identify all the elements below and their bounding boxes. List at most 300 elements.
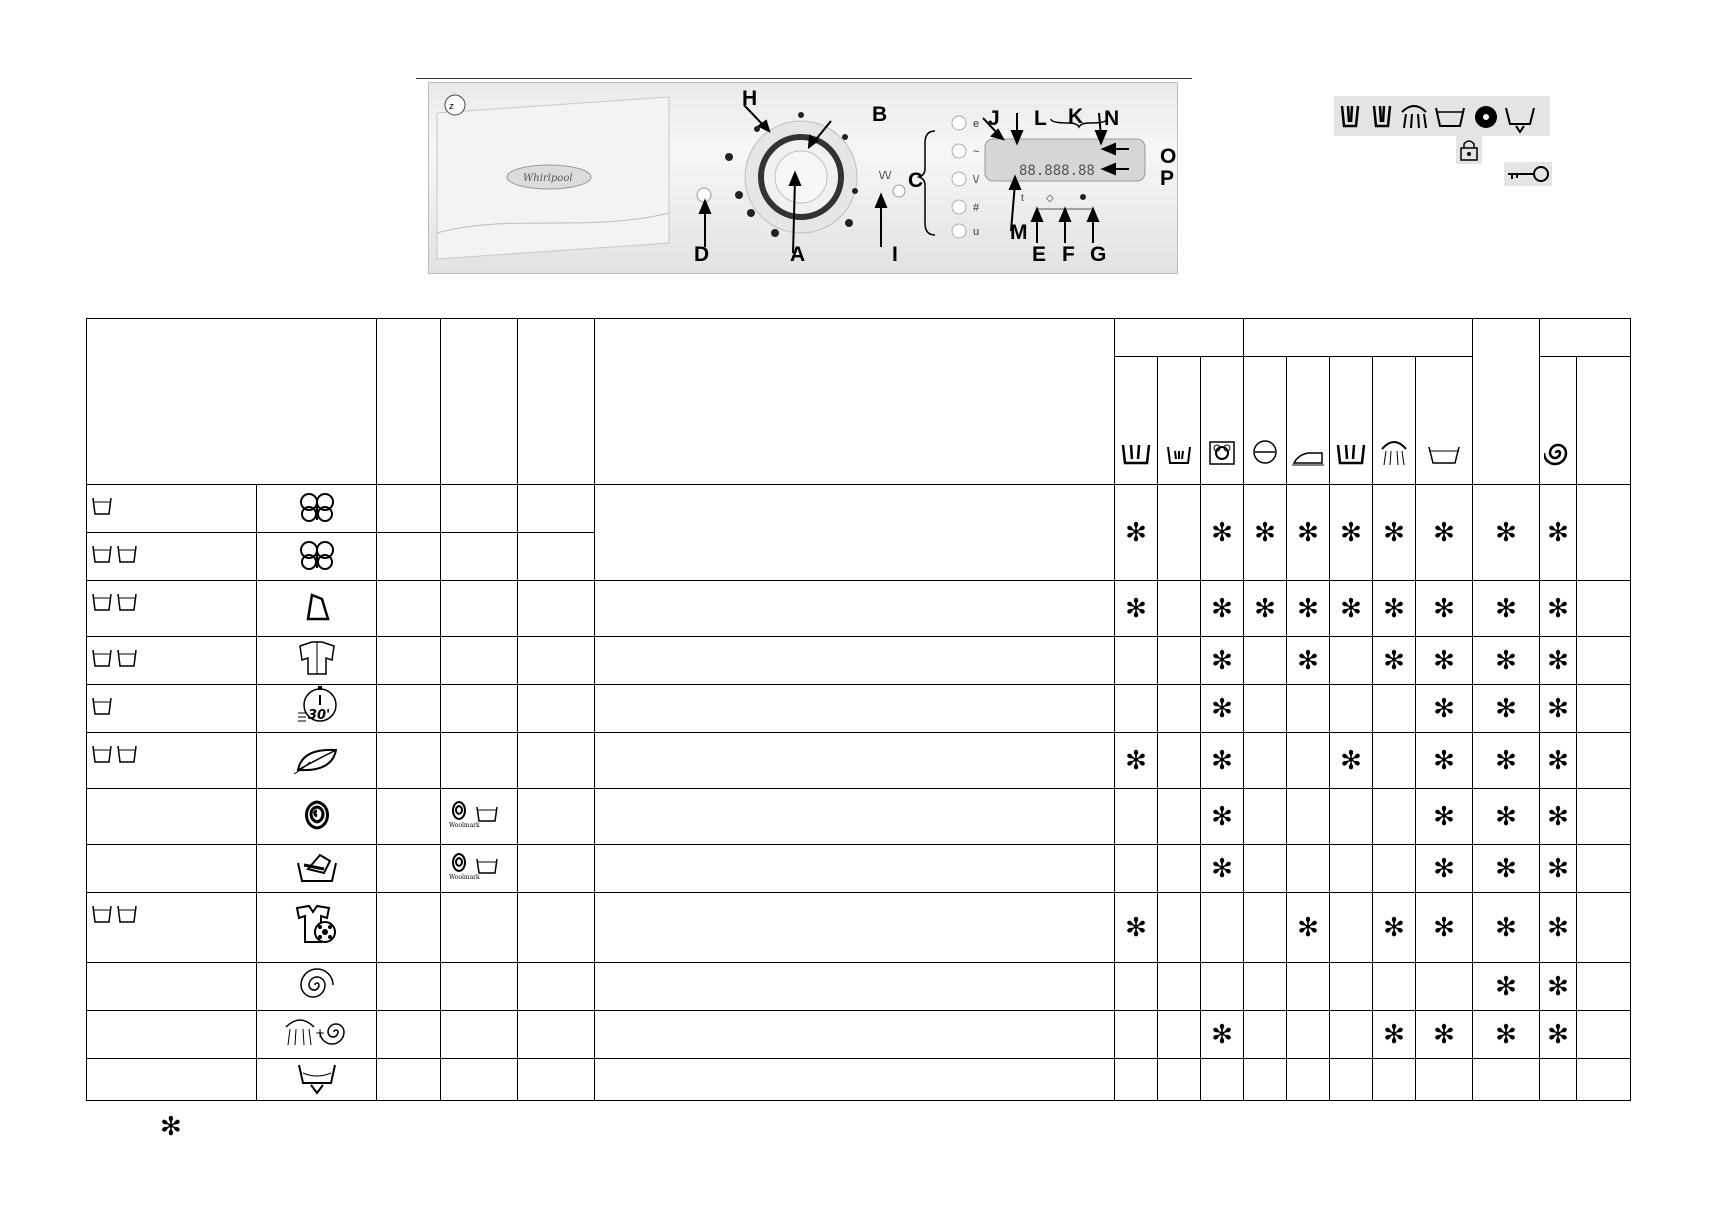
option-cell [1158, 1059, 1201, 1101]
option-available-star: ✻ [1211, 517, 1233, 548]
option-cell [1577, 1059, 1631, 1101]
option-cell [1473, 581, 1540, 637]
option-available-star: ✻ [1211, 693, 1233, 724]
program-value-cell [377, 637, 441, 685]
program-value-cell [518, 963, 595, 1011]
option-cell [1158, 789, 1201, 845]
program-description-cell [595, 789, 1115, 845]
option-cell [1201, 963, 1244, 1011]
option-cell [1540, 733, 1577, 789]
shirts-icon [294, 638, 340, 678]
option-cell [1287, 963, 1330, 1011]
program-value-cell [441, 963, 518, 1011]
program-description-cell [595, 1059, 1115, 1101]
option-cell [1540, 893, 1577, 963]
option-available-star: ✻ [1125, 593, 1147, 624]
start-button [697, 188, 711, 202]
synthetics-icon [300, 589, 334, 623]
option-cell [1473, 1059, 1540, 1101]
option-cell [1373, 789, 1416, 845]
option-available-star: ✻ [1547, 745, 1569, 776]
option-cell [1287, 1059, 1330, 1101]
option-available-star: ✻ [1547, 645, 1569, 676]
option-cell [1158, 637, 1201, 685]
option-available-star: ✻ [1495, 1019, 1517, 1050]
rinse-icon [1402, 106, 1426, 128]
program-value-cell [518, 485, 595, 533]
program-icon-cell [257, 1011, 377, 1059]
option-available-star: ✻ [1433, 1019, 1455, 1050]
woolmark-icon [447, 851, 511, 886]
option-cell [1577, 581, 1631, 637]
program-icon-cell [257, 485, 377, 533]
option-cell [1416, 637, 1473, 685]
header-main-wash-icon [1115, 357, 1158, 485]
option-cell [1416, 1011, 1473, 1059]
option-available-star: ✻ [1495, 801, 1517, 832]
option-cell [1373, 733, 1416, 789]
program-row [87, 581, 1631, 637]
header-group-1 [1115, 319, 1244, 357]
option-cell [1158, 733, 1201, 789]
option-available-star: ✻ [1383, 517, 1405, 548]
option-available-star: ✻ [1211, 745, 1233, 776]
header-extra-rinse-icon [1373, 357, 1416, 485]
option-available-star: ✻ [1125, 517, 1147, 548]
option-cell [1244, 733, 1287, 789]
program-value-cell [377, 893, 441, 963]
option-cell [1416, 733, 1473, 789]
load-symbols [91, 647, 138, 669]
header-half-load-icon [1416, 357, 1473, 485]
option-available-star: ✻ [1297, 912, 1319, 943]
program-value-cell [441, 733, 518, 789]
load-symbols [91, 495, 113, 517]
option-cell [1115, 581, 1158, 637]
callout-N: N [1104, 107, 1120, 130]
option-available-star: ✻ [1433, 517, 1455, 548]
option-cell [1416, 485, 1473, 581]
option-cell [1473, 1011, 1540, 1059]
option-cell [1115, 733, 1158, 789]
program-value-cell [518, 1011, 595, 1059]
callout-I: I [892, 243, 898, 266]
program-value-cell [377, 485, 441, 533]
option-available-star: ✻ [1340, 517, 1362, 548]
program-value-cell [441, 1011, 518, 1059]
program-value-cell [377, 581, 441, 637]
option-cell [1244, 845, 1287, 893]
option-cell [1158, 963, 1201, 1011]
option-cell [1115, 637, 1158, 685]
program-row [87, 893, 1631, 963]
prewash-icon [1164, 441, 1194, 472]
option-cell [1577, 685, 1631, 733]
option-cell [1330, 845, 1373, 893]
tub-symbol-icon [116, 647, 138, 669]
program-description-cell [595, 637, 1115, 685]
option-cell [1577, 789, 1631, 845]
option-cell [1201, 1059, 1244, 1101]
callout-G: G [1090, 243, 1107, 266]
option-available-star: ✻ [1547, 693, 1569, 724]
option-cell [1416, 1059, 1473, 1101]
program-value-cell [441, 485, 518, 533]
tub-symbol-icon [116, 543, 138, 565]
option-cell [1115, 485, 1158, 581]
extra-wash-icon [1334, 441, 1368, 472]
program-value-cell [518, 637, 595, 685]
program-value-cell [377, 533, 441, 581]
load-symbol-cell [87, 581, 257, 637]
program-value-cell [518, 845, 595, 893]
load-symbols [91, 695, 113, 717]
option-cell [1201, 685, 1244, 733]
program-value-cell [441, 845, 518, 893]
program-row [87, 637, 1631, 685]
option-cell [1287, 485, 1330, 581]
option-available-star: ✻ [1495, 912, 1517, 943]
cotton-eco-icon [295, 488, 339, 524]
option-available-star: ✻ [1495, 853, 1517, 884]
option-cell [1201, 637, 1244, 685]
option-cell [1330, 685, 1373, 733]
option-cell [1158, 893, 1201, 963]
callout-B: B [872, 103, 888, 126]
spin-program-icon [297, 964, 337, 1004]
option-available-star: ✻ [1297, 645, 1319, 676]
program-value-cell [377, 1059, 441, 1101]
option-cell [1330, 1059, 1373, 1101]
program-icon-cell [257, 581, 377, 637]
option-available-star: ✻ [1547, 853, 1569, 884]
program-icon-cell [257, 637, 377, 685]
load-symbols [91, 591, 138, 613]
program-value-cell [377, 963, 441, 1011]
option-cell [1416, 845, 1473, 893]
header-prewash-icon [1158, 357, 1201, 485]
option-cell [1373, 685, 1416, 733]
program-icon-cell [257, 789, 377, 845]
svg-text:~: ~ [973, 146, 980, 158]
program-icon-cell [257, 733, 377, 789]
spin-icon [1544, 437, 1572, 472]
option-cell [1373, 963, 1416, 1011]
header-description [595, 319, 1115, 485]
option-cell [1115, 845, 1158, 893]
option-cell [1115, 1011, 1158, 1059]
svg-text:+: + [314, 1026, 325, 1040]
program-description-cell [595, 893, 1115, 963]
program-row [87, 789, 1631, 845]
option-available-star: ✻ [1297, 517, 1319, 548]
callout-P: P [1160, 167, 1175, 190]
program-value-cell [377, 789, 441, 845]
program-value-cell [518, 581, 595, 637]
option-available-star: ✻ [1495, 517, 1517, 548]
load-symbols [91, 543, 138, 565]
program-icon-cell [257, 1059, 377, 1101]
option-cell [1373, 637, 1416, 685]
option-available-star: ✻ [1433, 593, 1455, 624]
option-cell [1201, 581, 1244, 637]
option-cell [1330, 581, 1373, 637]
tub-symbol-icon [91, 543, 113, 565]
tub-symbol-icon [116, 903, 138, 925]
option-cell [1158, 581, 1201, 637]
header-stain-icon [1201, 357, 1244, 485]
option-cell [1115, 789, 1158, 845]
option-available-star: ✻ [1433, 853, 1455, 884]
program-value-cell [518, 733, 595, 789]
svg-text:u: u [973, 226, 980, 238]
header-row-groups [87, 319, 1631, 357]
option-cell [1473, 789, 1540, 845]
option-cell [1287, 581, 1330, 637]
header-col-c [518, 319, 595, 485]
header-empty-cell [1577, 357, 1631, 485]
header-easy-iron-icon [1287, 357, 1330, 485]
option-cell [1201, 845, 1244, 893]
program-description-cell [595, 963, 1115, 1011]
svg-text:t: t [1021, 193, 1024, 204]
header-extra-wash-icon [1330, 357, 1373, 485]
program-value-cell [441, 789, 518, 845]
option-cell [1115, 963, 1158, 1011]
tub-symbol-icon [91, 743, 113, 765]
svg-text:\/\/: \/\/ [879, 170, 892, 182]
program-value-cell [441, 637, 518, 685]
program-row [87, 685, 1631, 733]
option-cell [1540, 963, 1577, 1011]
option-cell [1577, 893, 1631, 963]
woolmark-label-icon [447, 851, 511, 881]
program-value-cell [377, 1011, 441, 1059]
option-available-star: ✻ [1433, 912, 1455, 943]
option-cell [1473, 963, 1540, 1011]
program-icon-cell [257, 893, 377, 963]
program-value-cell [518, 533, 595, 581]
option-cell [1577, 1011, 1631, 1059]
option-cell [1330, 1011, 1373, 1059]
header-col-a [377, 319, 441, 485]
option-available-star: ✻ [1340, 593, 1362, 624]
option-available-star: ✻ [1433, 693, 1455, 724]
tub-symbol-icon [91, 495, 113, 517]
program-row [87, 733, 1631, 789]
header-spin-icon [1540, 357, 1577, 485]
prewash-icon [1342, 106, 1358, 126]
header-program-cell [87, 319, 377, 485]
option-cell [1115, 685, 1158, 733]
option-available-star: ✻ [1495, 745, 1517, 776]
callout-C: C [908, 169, 924, 192]
option-available-star: ✻ [1254, 517, 1276, 548]
wool-icon [299, 796, 335, 832]
program-value-cell [518, 893, 595, 963]
program-value-cell [441, 581, 518, 637]
option-cell [1158, 845, 1201, 893]
door-lock-icon [1456, 136, 1482, 164]
load-symbol-cell [87, 845, 257, 893]
option-cell [1287, 637, 1330, 685]
option-cell [1416, 581, 1473, 637]
option-available-star: ✻ [1495, 593, 1517, 624]
option-cell [1158, 1011, 1201, 1059]
program-value-cell [441, 1059, 518, 1101]
svg-text:\/: \/ [973, 174, 980, 186]
woolmark-label-icon [447, 799, 511, 829]
option-available-star: ✻ [1211, 645, 1233, 676]
program-value-cell [518, 789, 595, 845]
option-cell [1244, 1011, 1287, 1059]
key-icon [1504, 162, 1552, 186]
option-cell [1416, 893, 1473, 963]
option-cell [1373, 581, 1416, 637]
tub-symbol-icon [116, 743, 138, 765]
option-available-star: ✻ [1495, 971, 1517, 1002]
load-symbols [91, 743, 138, 765]
option-available-star: ✻ [1495, 693, 1517, 724]
callout-F: F [1062, 243, 1075, 266]
option-cell [1473, 893, 1540, 963]
tub-symbol-icon [91, 695, 113, 717]
callout-A: A [790, 243, 806, 266]
option-cell [1416, 789, 1473, 845]
option-cell [1330, 893, 1373, 963]
option-cell [1244, 581, 1287, 637]
option-cell [1473, 733, 1540, 789]
stain-icon [1207, 439, 1237, 472]
option-available-star: ✻ [1433, 745, 1455, 776]
callout-O: O [1160, 145, 1177, 168]
load-symbols [91, 903, 138, 925]
option-available-star: ✻ [1383, 645, 1405, 676]
program-value-cell [441, 533, 518, 581]
program-description-cell [595, 1011, 1115, 1059]
option-cell [1287, 789, 1330, 845]
option-available-star: ✻ [1125, 745, 1147, 776]
header-group-3 [1473, 319, 1540, 485]
option-cell [1577, 963, 1631, 1011]
program-row [87, 1011, 1631, 1059]
eco-icon [1250, 437, 1280, 472]
program-row [87, 485, 1631, 533]
load-symbol-cell [87, 533, 257, 581]
program-value-cell [441, 893, 518, 963]
program-row [87, 963, 1631, 1011]
load-symbol-cell [87, 893, 257, 963]
load-symbol-cell [87, 685, 257, 733]
option-available-star: ✻ [1547, 517, 1569, 548]
option-available-star: ✻ [1211, 593, 1233, 624]
program-value-cell [377, 685, 441, 733]
option-cell [1577, 485, 1631, 581]
option-cell [1287, 845, 1330, 893]
option-cell [1244, 485, 1287, 581]
option-cell [1473, 485, 1540, 581]
option-cell [1330, 485, 1373, 581]
option-cell [1416, 685, 1473, 733]
handwash-icon [294, 847, 340, 885]
option-available-star: ✻ [1547, 801, 1569, 832]
tub-symbol-icon [91, 591, 113, 613]
option-cell [1201, 485, 1244, 581]
program-value-cell [518, 685, 595, 733]
option-available-star: ✻ [1495, 645, 1517, 676]
option-available-star: ✻ [1547, 593, 1569, 624]
rapid-30-icon [294, 685, 340, 727]
option-cell [1115, 1059, 1158, 1101]
option-available-star: ✻ [1211, 853, 1233, 884]
option-cell [1540, 581, 1577, 637]
program-value-cell [518, 1059, 595, 1101]
option-available-star: ✻ [1383, 1019, 1405, 1050]
option-available-star: ✻ [1433, 645, 1455, 676]
option-cell [1244, 963, 1287, 1011]
option-cell [1540, 485, 1577, 581]
program-value-cell [377, 845, 441, 893]
option-cell [1577, 845, 1631, 893]
option-available-star: ✻ [1433, 801, 1455, 832]
half-load-icon [1426, 443, 1462, 472]
option-cell [1287, 685, 1330, 733]
load-symbol-cell [87, 963, 257, 1011]
program-description-cell [595, 733, 1115, 789]
option-cell [1201, 1011, 1244, 1059]
svg-text:e: e [973, 118, 980, 130]
option-cell [1416, 963, 1473, 1011]
option-cell [1201, 733, 1244, 789]
header-group-4 [1540, 319, 1631, 357]
svg-text:88.888.88: 88.888.88 [1019, 163, 1095, 179]
option-available-star: ✻ [1383, 912, 1405, 943]
option-cell [1158, 485, 1201, 581]
option-cell [1473, 637, 1540, 685]
main-wash-icon [1119, 441, 1153, 472]
option-cell [1287, 1011, 1330, 1059]
option-cell [1373, 485, 1416, 581]
option-available-star: ✻ [1547, 971, 1569, 1002]
load-symbol-cell [87, 733, 257, 789]
rinse-spin-icon [282, 1013, 352, 1051]
option-cell [1244, 1059, 1287, 1101]
drain-icon [1506, 108, 1534, 132]
program-icon-cell [257, 533, 377, 581]
option-cell [1201, 893, 1244, 963]
option-cell [1158, 685, 1201, 733]
option-cell [1373, 1011, 1416, 1059]
program-row [87, 1059, 1631, 1101]
program-description-cell [595, 845, 1115, 893]
option-cell [1540, 845, 1577, 893]
program-value-cell [377, 733, 441, 789]
spin-speed-button [893, 185, 905, 197]
program-description-cell [595, 485, 1115, 581]
load-symbol-cell [87, 485, 257, 533]
top-rule [416, 78, 1192, 79]
callout-M: M [1010, 221, 1028, 244]
option-cell [1287, 893, 1330, 963]
option-cell [1473, 845, 1540, 893]
option-available-star: ✻ [1211, 1019, 1233, 1050]
option-cell [1244, 789, 1287, 845]
delicates-icon [292, 740, 342, 776]
brand-text: Whirlpool [523, 173, 573, 184]
option-available-star: ✻ [1547, 1019, 1569, 1050]
option-cell [1540, 1011, 1577, 1059]
tub-symbol-icon [91, 903, 113, 925]
